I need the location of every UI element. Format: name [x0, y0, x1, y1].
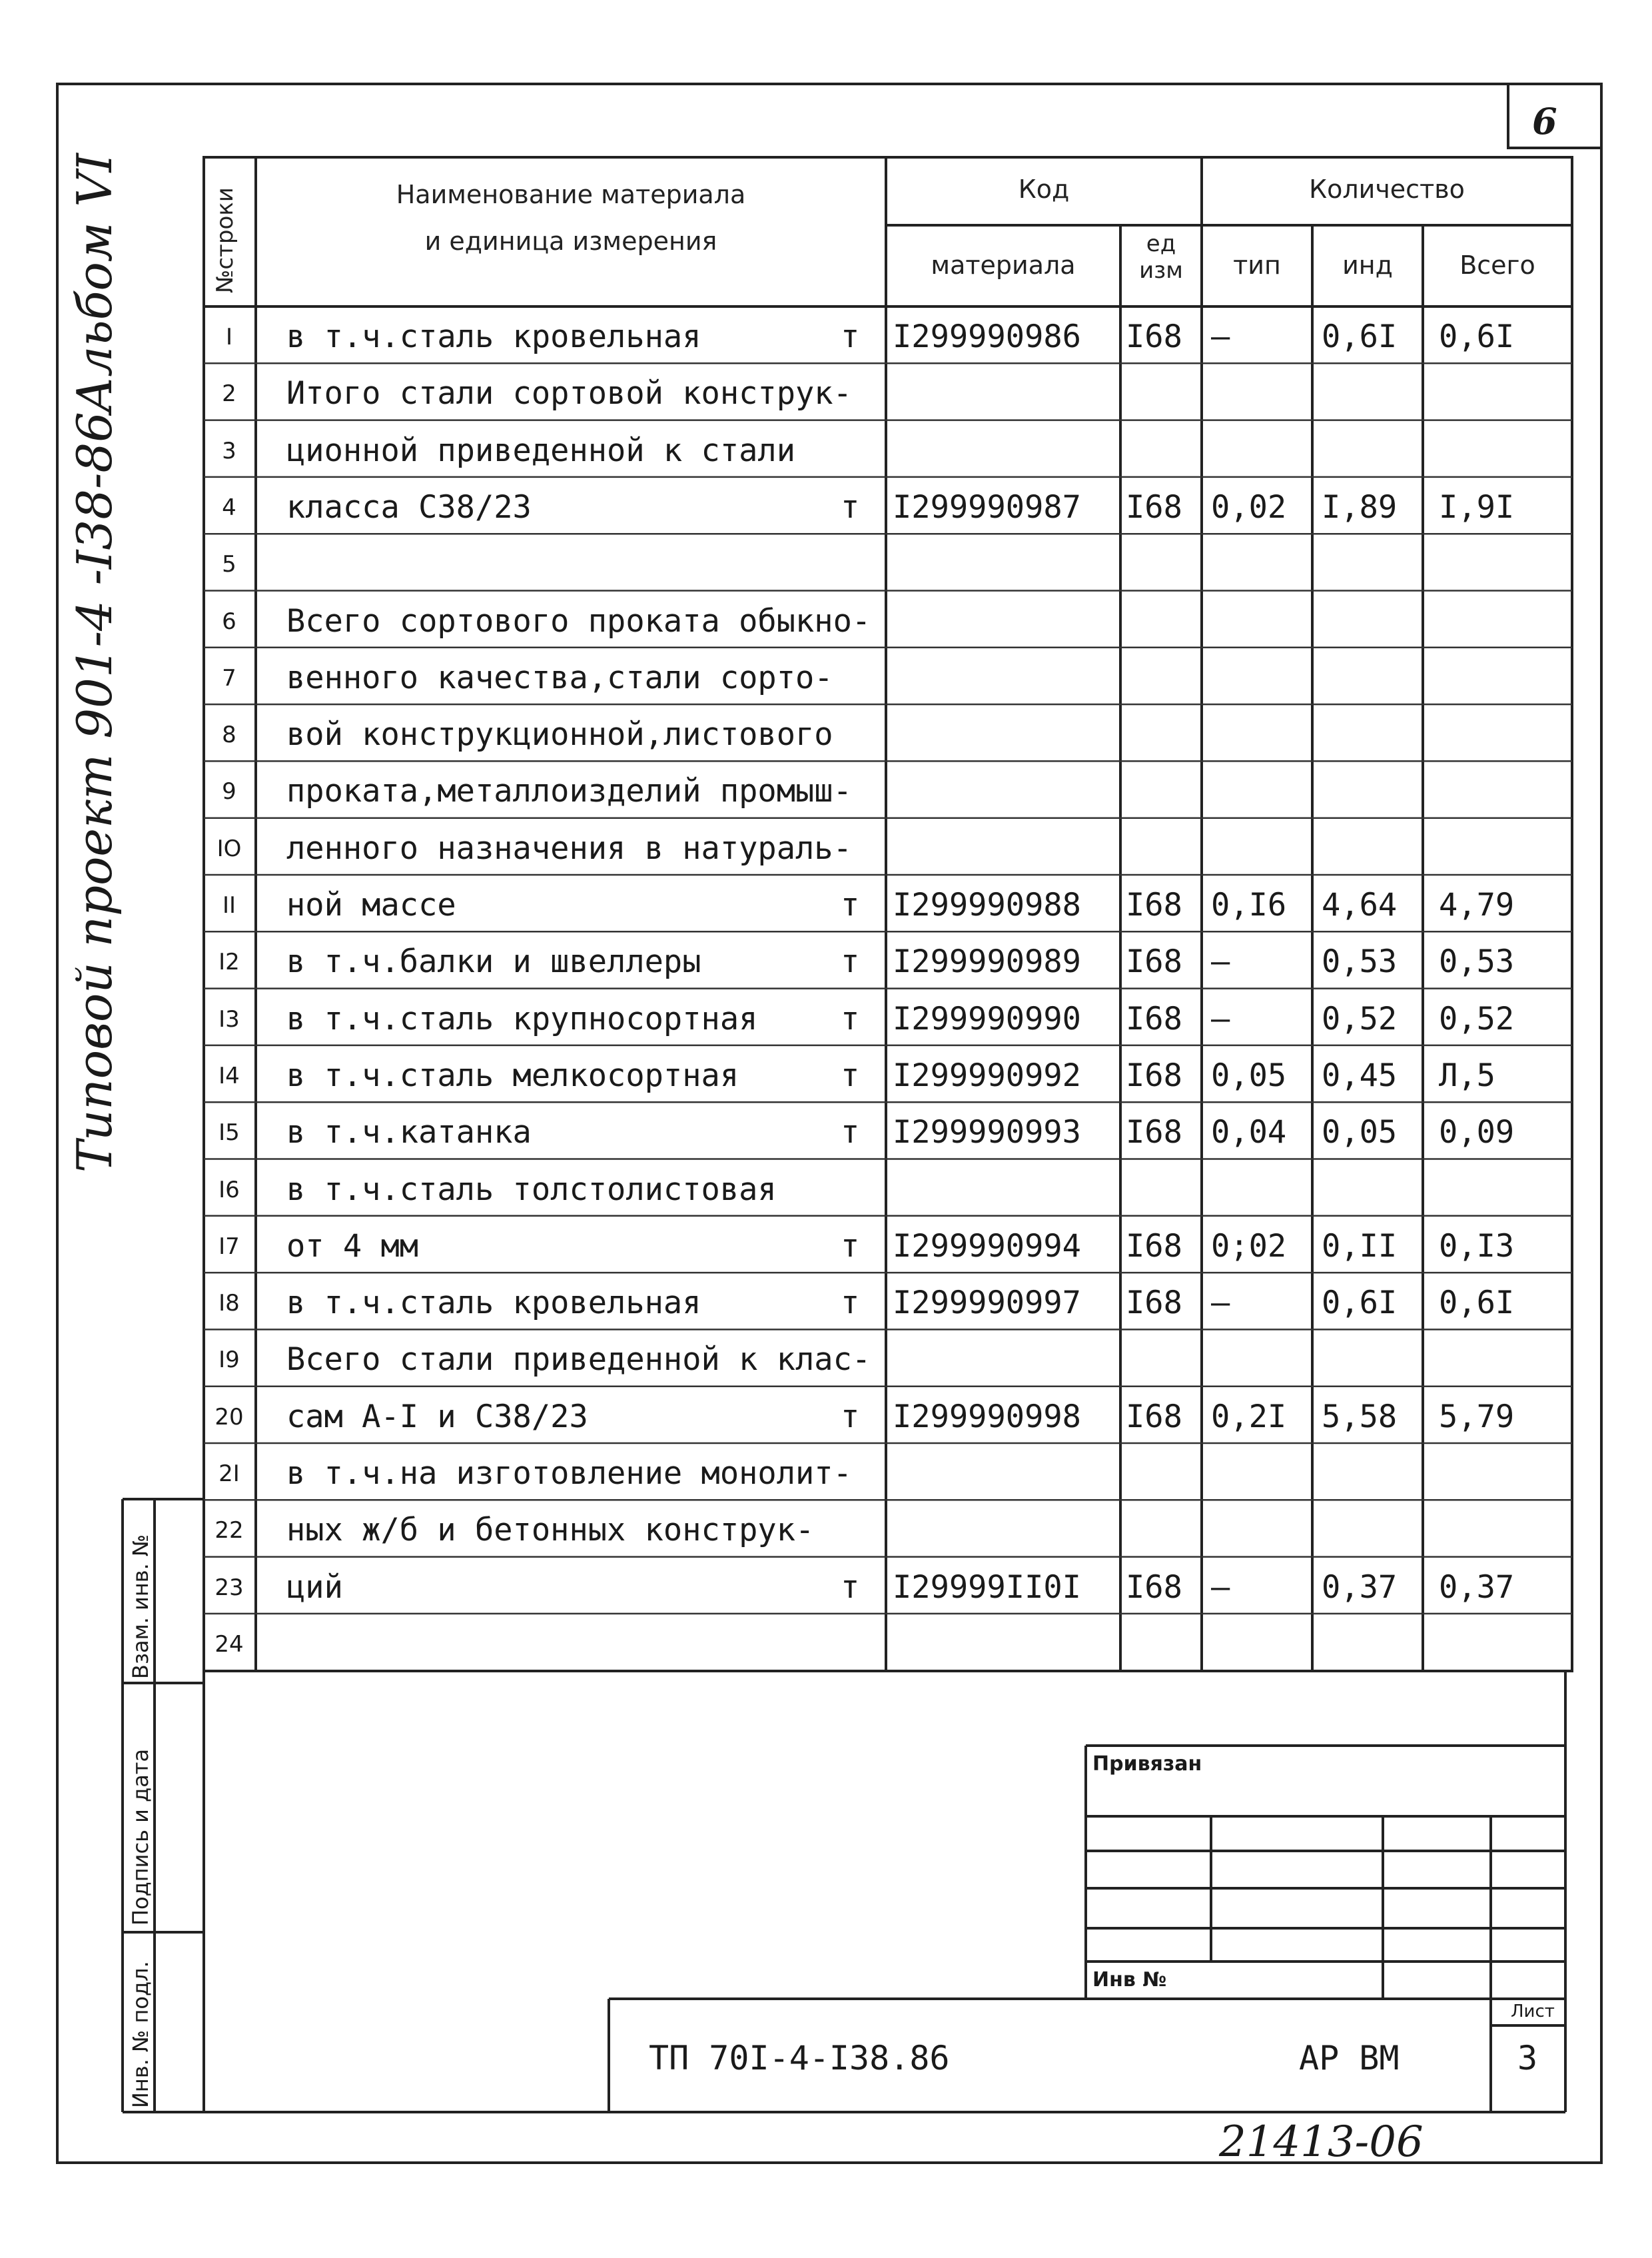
doc-code: ТП 70I-4-I38.86 — [649, 2039, 950, 2077]
row-qty-total: 0,37 — [1439, 1568, 1515, 1606]
sheet-label: Лист — [1511, 2001, 1555, 2021]
row-number: IO — [216, 835, 242, 862]
header-code-material: материала — [931, 251, 1076, 280]
header-code: Код — [1018, 175, 1070, 204]
row-number: I8 — [218, 1290, 240, 1317]
row-unit-code: I68 — [1126, 1568, 1182, 1606]
row-unit-code: I68 — [1126, 1285, 1182, 1322]
row-name: ных ж/б и бетонных конструк- — [286, 1512, 815, 1549]
page-number: 6 — [1532, 100, 1557, 143]
row-qty-ind: 0,53 — [1322, 943, 1398, 981]
row-name: Всего сортового проката обыкно- — [286, 602, 871, 640]
row-unit: т — [841, 1285, 860, 1322]
row-number: 6 — [222, 608, 236, 635]
row-qty-type: – — [1211, 318, 1230, 355]
row-name: сам А-I и С38/23 — [286, 1398, 588, 1435]
row-unit: т — [841, 1114, 860, 1151]
row-unit: т — [841, 488, 860, 526]
row-number: 9 — [222, 778, 236, 806]
row-qty-type: 0,2I — [1211, 1398, 1287, 1435]
row-name: в т.ч.сталь кровельная — [286, 1285, 701, 1322]
header-quantity: Количество — [1309, 175, 1465, 204]
row-unit: т — [841, 1568, 860, 1606]
stamp-podpis-data: Подпись и дата — [128, 1748, 153, 1926]
row-qty-type: – — [1211, 1568, 1230, 1606]
row-qty-ind: 4,64 — [1322, 887, 1398, 923]
row-code: I299990993 — [893, 1114, 1081, 1151]
row-qty-ind: 0,II — [1322, 1227, 1398, 1265]
stamp-inv-podl: Инв. № подл. — [128, 1961, 153, 2108]
stamp-privyazan: Привязан — [1092, 1752, 1202, 1776]
row-qty-total: 4,79 — [1439, 887, 1515, 923]
row-name: в т.ч.сталь толстолистовая — [286, 1171, 777, 1208]
row-qty-ind: 0,52 — [1322, 1000, 1398, 1037]
row-qty-total: 0,6I — [1439, 1285, 1515, 1322]
side-title-album: Альбом VI — [67, 153, 123, 413]
row-number: 2 — [222, 380, 236, 408]
row-qty-total: 0,53 — [1439, 943, 1515, 981]
row-name: от 4 мм — [286, 1227, 419, 1265]
row-qty-type: 0;02 — [1211, 1227, 1287, 1265]
row-number: I2 — [218, 949, 240, 976]
header-row-number: №строки — [212, 187, 238, 293]
row-unit: т — [841, 1227, 860, 1265]
row-number: 7 — [222, 664, 236, 692]
row-code: I299990986 — [893, 318, 1081, 355]
row-code: I299990998 — [893, 1398, 1081, 1435]
doc-section: АР ВМ — [1299, 2039, 1400, 2077]
row-name: Всего стали приведенной к клас- — [286, 1341, 871, 1379]
row-qty-ind: 0,45 — [1322, 1057, 1398, 1094]
row-code: I299990989 — [893, 943, 1081, 981]
row-unit-code: I68 — [1126, 1398, 1182, 1435]
row-code: I299990987 — [893, 488, 1081, 526]
row-qty-total: 0,6I — [1439, 318, 1515, 355]
row-code: I299990997 — [893, 1285, 1081, 1322]
row-unit: т — [841, 1398, 860, 1435]
row-code: I29999II0I — [893, 1568, 1081, 1606]
row-qty-ind: 5,58 — [1322, 1398, 1398, 1435]
row-name: Итого стали сортовой конструк- — [286, 375, 852, 412]
row-name: в т.ч.сталь мелкосортная — [286, 1057, 739, 1094]
row-qty-type: – — [1211, 943, 1230, 981]
footer-number: 21413-06 — [1219, 2117, 1424, 2167]
row-unit-code: I68 — [1126, 943, 1182, 981]
row-qty-ind: 0,37 — [1322, 1568, 1398, 1606]
row-number: 23 — [214, 1574, 244, 1601]
row-qty-type: – — [1211, 1285, 1230, 1322]
row-number: I7 — [218, 1233, 240, 1260]
row-name: в т.ч.сталь кровельная — [286, 318, 701, 355]
row-qty-ind: I,89 — [1322, 488, 1398, 526]
row-number: 22 — [214, 1517, 244, 1544]
row-number: I4 — [218, 1062, 240, 1089]
row-number: I — [225, 324, 233, 350]
row-name: ций — [286, 1568, 343, 1606]
row-number: II — [222, 892, 236, 919]
row-name: проката,металлоизделий промыш- — [286, 773, 852, 810]
row-number: I5 — [218, 1119, 240, 1147]
sheet-number: 3 — [1517, 2039, 1538, 2077]
row-name: в т.ч.балки и швеллеры — [286, 943, 701, 981]
row-qty-total: Л,5 — [1439, 1057, 1495, 1094]
row-unit-code: I68 — [1126, 1057, 1182, 1094]
row-number: 3 — [222, 437, 236, 464]
row-name: ной массе — [286, 887, 456, 923]
row-name: ционной приведенной к стали — [286, 432, 796, 469]
stamp-inv-no: Инв № — [1092, 1968, 1167, 1991]
row-qty-type: 0,02 — [1211, 488, 1287, 526]
row-qty-total: 0,52 — [1439, 1000, 1515, 1037]
row-qty-ind: 0,6I — [1322, 318, 1398, 355]
row-number: 20 — [214, 1403, 244, 1430]
header-name-unit: и единица измерения — [424, 227, 717, 256]
row-number: I9 — [218, 1347, 240, 1374]
row-unit: т — [841, 1000, 860, 1037]
row-number: 2I — [218, 1460, 240, 1487]
header-qty-total: Всего — [1459, 251, 1535, 280]
row-qty-total: 0,09 — [1439, 1114, 1515, 1151]
row-unit-code: I68 — [1126, 488, 1182, 526]
row-name: в т.ч.на изготовление монолит- — [286, 1455, 852, 1492]
row-code: I299990992 — [893, 1057, 1081, 1094]
row-name: венного качества,стали сорто- — [286, 659, 833, 696]
row-qty-total: 0,I3 — [1439, 1227, 1515, 1265]
row-unit: т — [841, 1057, 860, 1094]
row-unit-code: I68 — [1126, 1114, 1182, 1151]
row-unit-code: I68 — [1126, 1000, 1182, 1037]
row-name: класса С38/23 — [286, 488, 532, 526]
row-number: I6 — [218, 1176, 240, 1203]
row-qty-type: 0,05 — [1211, 1057, 1287, 1094]
row-unit: т — [841, 887, 860, 923]
row-number: 4 — [222, 494, 236, 521]
stamp-vzam-inv: Взам. инв. № — [128, 1534, 153, 1679]
row-name: ленного назначения в натураль- — [286, 830, 852, 867]
header-name: Наименование материала — [396, 180, 746, 209]
row-unit-code: I68 — [1126, 318, 1182, 355]
row-unit-code: I68 — [1126, 1227, 1182, 1265]
header-code-unit: ед изм — [1139, 231, 1183, 284]
row-number: I3 — [218, 1005, 240, 1033]
row-code: I299990994 — [893, 1227, 1081, 1265]
row-name: в т.ч.катанка — [286, 1114, 532, 1151]
row-number: 5 — [222, 551, 236, 578]
row-qty-type: 0,04 — [1211, 1114, 1287, 1151]
row-qty-type: – — [1211, 1000, 1230, 1037]
row-qty-total: 5,79 — [1439, 1398, 1515, 1435]
row-code: I299990990 — [893, 1000, 1081, 1037]
side-title-project: Типовой проект 901-4 -I38-86 — [67, 412, 123, 1173]
row-unit: т — [841, 318, 860, 355]
header-qty-ind: инд — [1342, 251, 1393, 280]
row-name: в т.ч.сталь крупносортная — [286, 1000, 758, 1037]
row-qty-total: I,9I — [1439, 488, 1515, 526]
header-qty-type: тип — [1233, 251, 1281, 280]
row-number: 8 — [222, 722, 236, 749]
row-unit: т — [841, 943, 860, 981]
row-qty-type: 0,I6 — [1211, 887, 1287, 923]
row-number: 24 — [214, 1630, 244, 1658]
row-code: I299990988 — [893, 887, 1081, 923]
row-name: вой конструкционной,листового — [286, 716, 833, 754]
row-unit-code: I68 — [1126, 887, 1182, 923]
row-qty-ind: 0,05 — [1322, 1114, 1398, 1151]
row-qty-ind: 0,6I — [1322, 1285, 1398, 1322]
